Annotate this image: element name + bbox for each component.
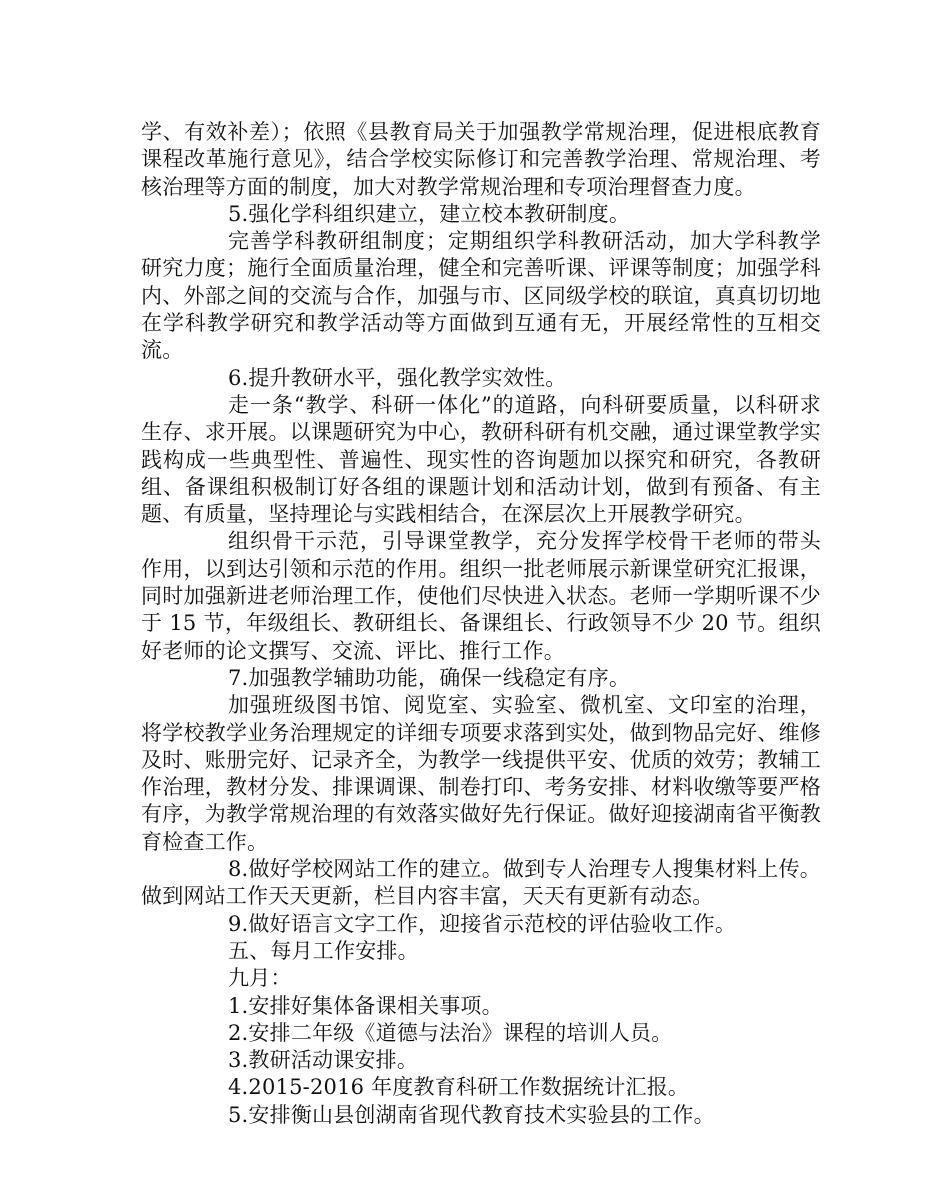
item-heading-9: 9.做好语言文字工作，迎接省示范校的评估验收工作。 [228,911,737,936]
paragraph-auxiliary-functions: 加强班级图书馆、阅览室、实验室、微机室、文印室的治理，将学校教学业务治理规定的详细专项要求落到实处，做到物品完好、维修及时、账册完好、记录齐全，为教学一线提供平安、优质的效劳；教辅工作治理，教材分发、排课调课、制卷打印、考务安排、材料收缴等要严格有序，为教学常规治理的有效落实做好先行保证。做好迎接湖南省平衡教育检查工作。 [141,693,821,854]
document-body [141,119,821,1129]
list-item: 1.安排好集体备课相关事项。 [228,993,503,1018]
item-heading-6: 6.提升教研水平，强化教学实效性。 [228,365,567,390]
list-item: 2.安排二年级《道德与法治》课程的培训人员。 [228,1020,673,1045]
item-heading-5: 5.强化学科组织建立，建立校本教研制度。 [228,201,631,226]
paragraph-subject-research: 完善学科教研组制度；定期组织学科教研活动，加大学科教学研究力度；施行全面质量治理，健全和完善听课、评课等制度；加强学科内、外部之间的交流与合作，加强与市、区同级学校的联谊，真真切切地在学科教学研究和教学活动等方面做到互通有无，开展经常性的互相交流。 [141,229,821,363]
paragraph-teaching-research: 走一条“教学、科研一体化”的道路，向科研要质量，以科研求生存、求开展。以课题研究为中心，教研科研有机交融，通过课堂教学实践构成一些典型性、普遍性、现实性的咨询题加以探究和研究，各教研组、备课组积极制订好各组的课题计划和活动计划，做到有预备、有主题、有质量，坚持理论与实践相结合，在深层次上开展教学研究。 [141,392,821,527]
item-heading-7: 7.加强教学辅助功能，确保一线稳定有序。 [228,665,631,690]
list-item: 4.2015-2016 年度教育科研工作数据统计汇报。 [228,1075,690,1100]
month-heading-september: 九月： [228,966,292,991]
paragraph-regulation-continuation: 学、有效补差）；依照《县教育局关于加强教学常规治理，促进根底教育课程改革施行意见》，结合学校实际修订和完善教学治理、常规治理、考核治理等方面的制度，加大对教学常规治理和专项治理督查力度。 [141,120,821,199]
section-heading-monthly-plan: 五、每月工作安排。 [228,938,419,963]
item-heading-8: 8.做好学校网站工作的建立。做到专人治理专人搜集材料上传。做到网站工作天天更新，栏目内容丰富，天天有更新有动态。 [141,857,821,909]
paragraph-backbone-teachers: 组织骨干示范，引导课堂教学，充分发挥学校骨干老师的带头作用，以到达引领和示范的作用。组织一批老师展示新课堂研究汇报课，同时加强新进老师治理工作，使他们尽快进入状态。老师一学期听课不少于 15 节，年级组长、教研组长、备课组长、行政领导不少 20 节。组织好老师的论文撰写、交流、评比、推行工作。 [141,529,821,663]
list-item: 5.安排衡山县创湖南省现代教育技术实验县的工作。 [228,1102,715,1127]
list-item: 3.教研活动课安排。 [228,1048,419,1073]
